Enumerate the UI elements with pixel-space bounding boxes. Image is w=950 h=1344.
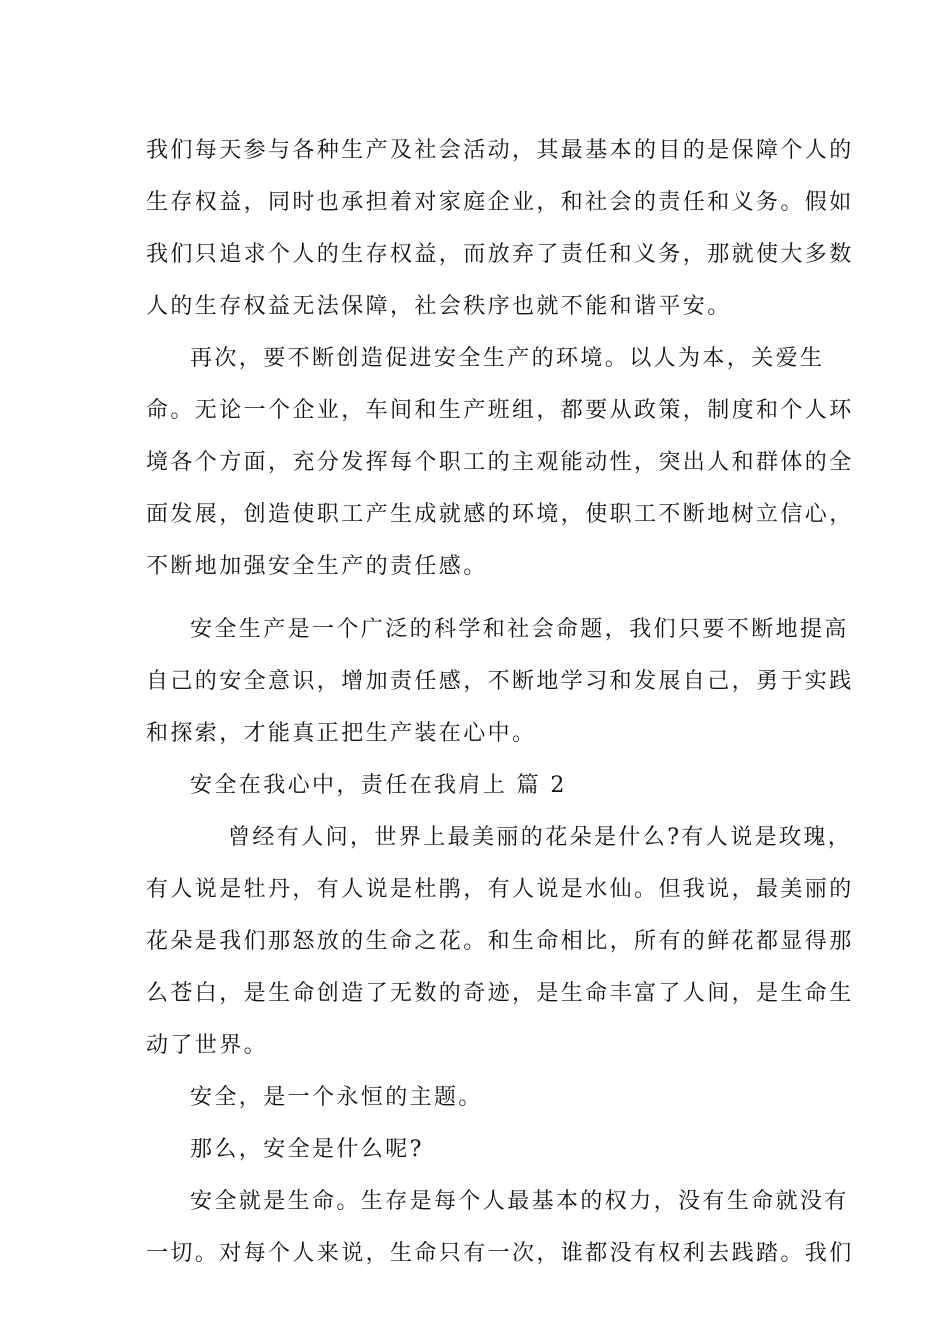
text-line: 安全，是一个永恒的主题。 — [190, 1085, 483, 1110]
text-line: 我们只追求个人的生存权益，而放弃了责任和义务，那就使大多数 — [146, 242, 854, 267]
text-line: 安全生产是一个广泛的科学和社会命题，我们只要不断地提高 — [190, 617, 849, 642]
text-line: 境各个方面，充分发挥每个职工的主观能动性，突出人和群体的全 — [146, 450, 854, 475]
text-line: 动了世界。 — [146, 1033, 269, 1058]
text-line: 安全就是生命。生存是每个人最基本的权力，没有生命就没有 — [190, 1189, 849, 1214]
text-line: 再次，要不断创造促进安全生产的环境。以人为本，关爱生 — [190, 346, 825, 371]
section-heading: 安全在我心中，责任在我肩上 篇 2 — [190, 773, 567, 798]
text-line: 人的生存权益无法保障，社会秩序也就不能和谐平安。 — [146, 294, 732, 319]
text-line: 我们每天参与各种生产及社会活动，其最基本的目的是保障个人的 — [146, 138, 854, 163]
text-line: 不断地加强安全生产的责任感。 — [146, 554, 488, 579]
text-line: 曾经有人问，世界上最美丽的花朵是什么?有人说是玫瑰， — [228, 825, 853, 850]
text-line: 么苍白，是生命创造了无数的奇迹，是生命丰富了人间，是生命生 — [146, 981, 854, 1006]
text-line: 面发展，创造使职工产生成就感的环境，使职工不断地树立信心， — [146, 502, 854, 527]
text-line: 那么，安全是什么呢? — [190, 1137, 424, 1162]
text-line: 自己的安全意识，增加责任感，不断地学习和发展自己，勇于实践 — [146, 669, 854, 694]
text-line: 生存权益，同时也承担着对家庭企业，和社会的责任和义务。假如 — [146, 190, 854, 215]
text-line: 有人说是牡丹，有人说是杜鹃，有人说是水仙。但我说，最美丽的 — [146, 877, 854, 902]
text-line: 和探索，才能真正把生产装在心中。 — [146, 721, 537, 746]
text-line: 花朵是我们那怒放的生命之花。和生命相比，所有的鲜花都显得那 — [146, 929, 854, 954]
text-line: 一切。对每个人来说，生命只有一次，谁都没有权利去践踏。我们 — [146, 1241, 854, 1266]
text-line: 命。无论一个企业，车间和生产班组，都要从政策，制度和个人环 — [146, 398, 854, 423]
